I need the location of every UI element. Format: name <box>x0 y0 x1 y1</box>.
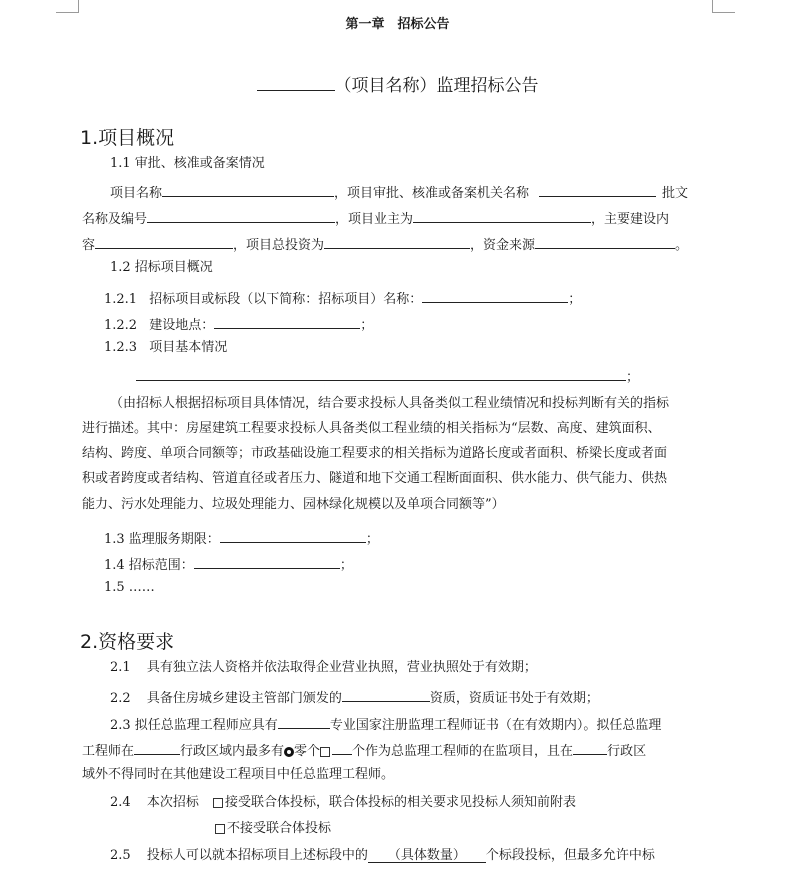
note-line-4: 积或者跨度或者结构、管道直径或者压力、隧道和地下交通工程断面面积、供水能力、供气能力、供热 <box>82 471 668 486</box>
item-1-4: 1.4 招标范围： ； <box>104 554 353 574</box>
item-2-2: 2.2 具备住房城乡建设主管部门颁发的 资质，资质证书处于有效期； <box>110 687 599 707</box>
qualification-field[interactable] <box>342 687 430 702</box>
location-field[interactable] <box>214 314 360 329</box>
region2-field[interactable] <box>573 740 607 755</box>
item-1-5: 1.5 …… <box>104 580 155 595</box>
crop-mark-right <box>712 0 735 13</box>
service-period-field[interactable] <box>220 528 366 543</box>
project-name-field[interactable] <box>162 182 334 197</box>
basic-info-field[interactable] <box>136 366 626 381</box>
specialty-field[interactable] <box>278 714 330 729</box>
checkbox-icon[interactable] <box>320 747 330 757</box>
owner-field[interactable] <box>413 208 591 223</box>
funds-field[interactable] <box>535 234 675 249</box>
section-count-field[interactable]: （具体数量） <box>368 848 486 863</box>
radio-selected-icon[interactable] <box>284 747 294 757</box>
announcement-title: （项目名称）监理招标公告 <box>0 71 795 96</box>
note-line-3: 结构、跨度、单项合同额等；市政基础设施工程要求的相关指标为道路长度或者面积、桥梁长度或者面 <box>82 446 668 461</box>
item-2-3-line2: 工程师在 行政区域内最多有 零个 个作为总监理工程师的在监项目，且在 行政区 <box>82 740 646 760</box>
approval-row-1: 项目名称 ，项目审批、核准或备案机关名称 批文 <box>110 182 688 202</box>
item-2-4: 2.4 本次招标 接受联合体投标，联合体投标的相关要求见投标人须知前附表 <box>110 795 576 810</box>
investment-field[interactable] <box>324 234 470 249</box>
basic-info-line: ； <box>136 366 639 386</box>
project-count-field[interactable] <box>332 740 352 755</box>
item-1-2-2: 1.2.2 建设地点： ； <box>104 314 373 334</box>
item-2-3: 2.3 拟任总监理工程师应具有 专业国家注册监理工程师证书（在有效期内）。拟任总监理 <box>110 714 661 734</box>
note-line-5: 能力、污水处理能力、垃圾处理能力、园林绿化规模以及单项合同额等”） <box>82 497 505 512</box>
scope-field[interactable] <box>194 554 340 569</box>
content-field[interactable] <box>95 234 233 249</box>
project-name-blank[interactable] <box>257 71 335 91</box>
item-2-4-opt2: 不接受联合体投标 <box>215 821 331 837</box>
item-2-1: 2.1 具有独立法人资格并依法取得企业营业执照，营业执照处于有效期； <box>110 660 537 675</box>
item-1-2-1: 1.2.1 招标项目或标段（以下简称：招标项目）名称： ； <box>104 288 581 308</box>
item-1-3: 1.3 监理服务期限： ； <box>104 528 379 548</box>
section-name-field[interactable] <box>422 288 568 303</box>
note-line-1: （由招标人根据招标项目具体情况，结合要求投标人具备类似工程业绩情况和投标判断有关的指标 <box>110 396 670 411</box>
item-2-5: 2.5 投标人可以就本招标项目上述标段中的 （具体数量） 个标段投标，但最多允许中标 <box>110 848 655 863</box>
authority-field[interactable] <box>539 182 656 197</box>
item-1-2-3: 1.2.3 项目基本情况 <box>104 340 228 355</box>
doc-number-field[interactable] <box>147 208 335 223</box>
region-field[interactable] <box>134 740 180 755</box>
approval-row-3: 容 ，项目总投资为 ，资金来源 。 <box>82 234 688 254</box>
approval-row-2: 名称及编号 ，项目业主为 ，主要建设内 <box>82 208 669 228</box>
chapter-title: 第一章 招标公告 <box>345 17 450 32</box>
note-line-2: 进行描述。其中：房屋建筑工程要求投标人具备类似工程业绩的相关指标为“层数、高度、建筑面积、 <box>82 421 661 436</box>
joint-bid-accept-checkbox[interactable] <box>213 798 223 808</box>
item-2-3-line3: 域外不得同时在其他建设工程项目中任总监理工程师。 <box>82 767 395 782</box>
crop-mark-left <box>56 0 79 13</box>
subsection-1-2: 1.2 招标项目概况 <box>110 260 213 275</box>
subsection-1-1: 1.1 审批、核准或备案情况 <box>110 156 265 171</box>
section-1-heading: 1.项目概况 <box>80 127 175 149</box>
joint-bid-reject-checkbox[interactable] <box>215 824 225 834</box>
section-2-heading: 2.资格要求 <box>80 631 175 653</box>
